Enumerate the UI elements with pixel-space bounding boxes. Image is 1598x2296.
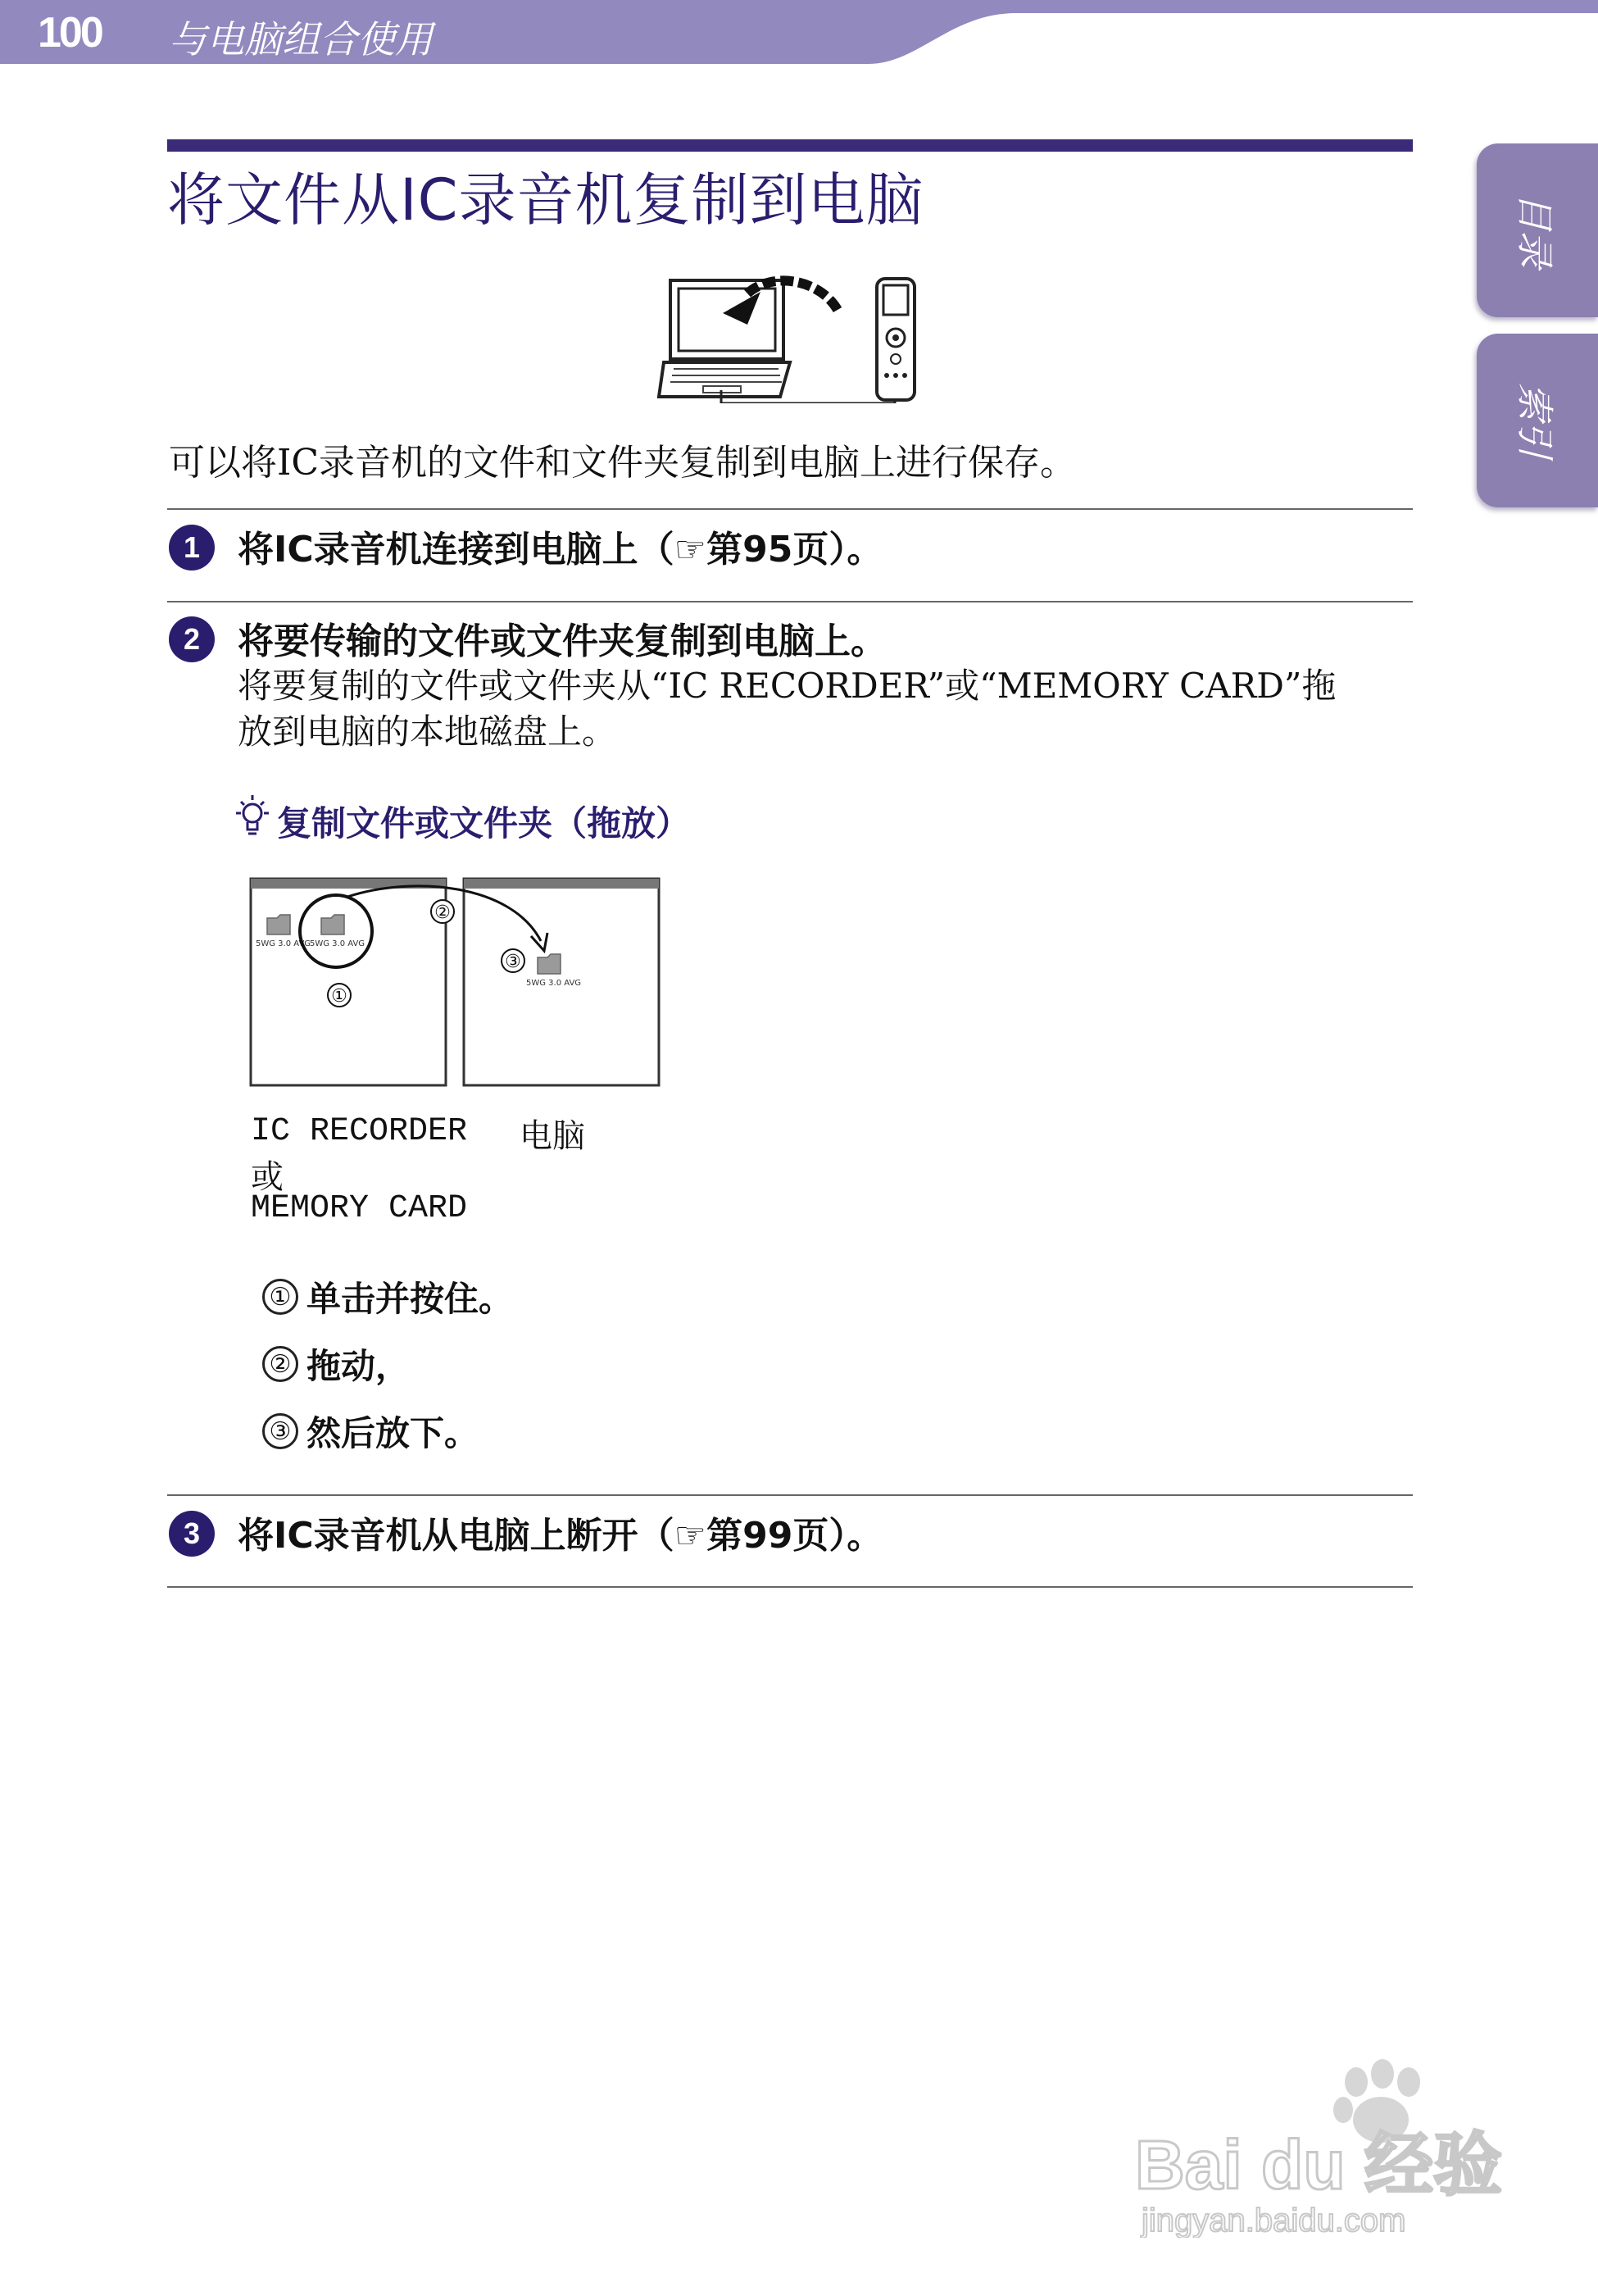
step-3-text: 将IC录音机从电脑上断开（☞第99页）。 xyxy=(238,1515,883,1557)
page-number: 100 xyxy=(38,9,102,57)
divider xyxy=(167,1494,1413,1496)
right-caption: 电脑 xyxy=(520,1117,585,1155)
laptop-recorder-illustration xyxy=(656,267,926,403)
left-caption-line3: MEMORY CARD xyxy=(251,1190,468,1227)
sub-step-1-text: 单击并按住。 xyxy=(306,1279,514,1319)
sub-step-1-marker: ① xyxy=(262,1279,298,1315)
callout-2: ② xyxy=(434,902,451,923)
lightbulb-icon xyxy=(231,792,274,841)
left-caption-line1: IC RECORDER xyxy=(251,1113,468,1150)
tab-table-of-contents[interactable] xyxy=(1477,143,1598,317)
sub-step-3-text: 然后放下。 xyxy=(306,1413,479,1453)
sub-step-2-text: 拖动， xyxy=(306,1346,411,1386)
step-1-badge: 1 xyxy=(169,525,215,571)
folder-label: 5WG 3.0 AVG xyxy=(310,939,365,948)
watermark-brand: Bai du 经验 xyxy=(1135,2126,1503,2203)
tab-index-label: 索引 xyxy=(1513,383,1557,458)
tip-title: 复制文件或文件夹（拖放） xyxy=(277,803,691,843)
divider xyxy=(167,508,1413,510)
callout-1: ① xyxy=(331,986,347,1007)
tab-toc-label: 目录 xyxy=(1513,193,1557,268)
heading-rule xyxy=(167,139,1413,152)
step-2-detail-line1: 将要复制的文件或文件夹从“IC RECORDER”或“MEMORY CARD”拖 xyxy=(238,666,1337,706)
step-2-text: 将要传输的文件或文件夹复制到电脑上。 xyxy=(238,621,887,662)
divider xyxy=(167,601,1413,602)
intro-text: 可以将IC录音机的文件和文件夹复制到电脑上进行保存。 xyxy=(169,442,1077,484)
section-title: 与电脑组合使用 xyxy=(169,17,433,61)
step-2-badge: 2 xyxy=(169,616,215,662)
divider xyxy=(167,1586,1413,1588)
page-title: 将文件从IC录音机复制到电脑 xyxy=(167,166,924,234)
step-3-badge: 3 xyxy=(169,1511,215,1557)
left-caption-line2: 或 xyxy=(251,1158,284,1196)
sub-step-3-marker: ③ xyxy=(262,1413,298,1449)
step-1-text: 将IC录音机连接到电脑上（☞第95页）。 xyxy=(238,529,883,571)
folder-label: 5WG 3.0 AVG xyxy=(256,939,311,948)
folder-label: 5WG 3.0 AVG xyxy=(526,979,582,988)
baidu-watermark xyxy=(1135,2049,1512,2238)
tab-index[interactable] xyxy=(1477,334,1598,507)
drag-drop-diagram xyxy=(249,875,662,1090)
callout-3: ③ xyxy=(505,952,521,972)
step-2-detail-line2: 放到电脑的本地磁盘上。 xyxy=(238,712,617,752)
watermark-url: jingyan.baidu.com xyxy=(1142,2203,1406,2238)
sub-step-2-marker: ② xyxy=(262,1346,298,1382)
